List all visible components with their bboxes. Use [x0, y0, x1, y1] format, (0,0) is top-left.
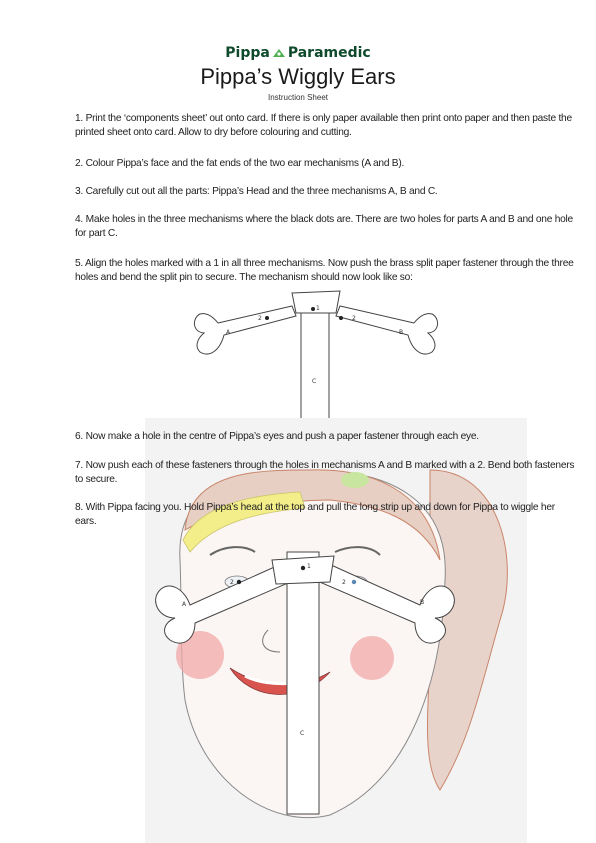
step-6: 6. Now make a hole in the centre of Pippa’s eyes and push a paper fastener through each eye.	[75, 431, 479, 442]
label-c: C	[312, 378, 317, 385]
face-label-b: B	[420, 599, 425, 606]
step-7: 7. Now push each of these fasteners through the holes in mechanisms A and B marked with a 2. Bend both fasteners to secure.	[75, 460, 575, 485]
brand-second: Paramedic	[287, 45, 371, 61]
face-label-hole-1: 1	[307, 563, 311, 570]
label-hole-1: 1	[316, 305, 320, 312]
label-b: B	[399, 329, 404, 336]
face-label-hole-2-right: 2	[342, 579, 346, 586]
step-3: 3. Carefully cut out all the parts: Pippa’s Head and the three mechanisms A, B and C.	[75, 186, 438, 197]
face-hole-1	[301, 566, 305, 570]
face-label-c: C	[300, 730, 305, 737]
label-hole-2-left: 2	[258, 315, 262, 322]
page-subtitle: Instruction Sheet	[267, 93, 329, 102]
step-8: 8. With Pippa facing you. Hold Pippa’s head at the top and pull the long strip up and down for Pippa to wiggle her ears.	[75, 502, 555, 527]
label-a: A	[226, 329, 231, 336]
face-mechanism-c-strip	[287, 552, 319, 814]
face-label-hole-2-left: 2	[230, 579, 234, 586]
step-4: 4. Make holes in the three mechanisms where the black dots are. There are two holes for parts A and B and one hole for part C.	[75, 214, 573, 239]
brand-first: Pippa	[225, 45, 270, 61]
step-5: 5. Align the holes marked with a 1 in all three mechanisms. Now push the brass split paper fastener through the three holes and bend the split pin to secure. The mechanism should now look like so:	[75, 258, 574, 283]
step-2: 2. Colour Pippa’s face and the fat ends of the two ear mechanisms (A and B).	[75, 158, 405, 169]
face-label-a: A	[182, 601, 187, 608]
page-title: Pippa’s Wiggly Ears	[200, 64, 396, 89]
step-1: 1. Print the ‘components sheet’ out onto card. If there is only paper available then print onto paper and then paste the printed sheet onto card. Allow to dry before colouring and cutting.	[75, 113, 572, 138]
label-hole-2-right: 2	[352, 315, 356, 322]
face-hole-2-right	[352, 580, 356, 584]
face-hole-2-left	[237, 580, 241, 584]
right-cheek	[350, 636, 394, 680]
